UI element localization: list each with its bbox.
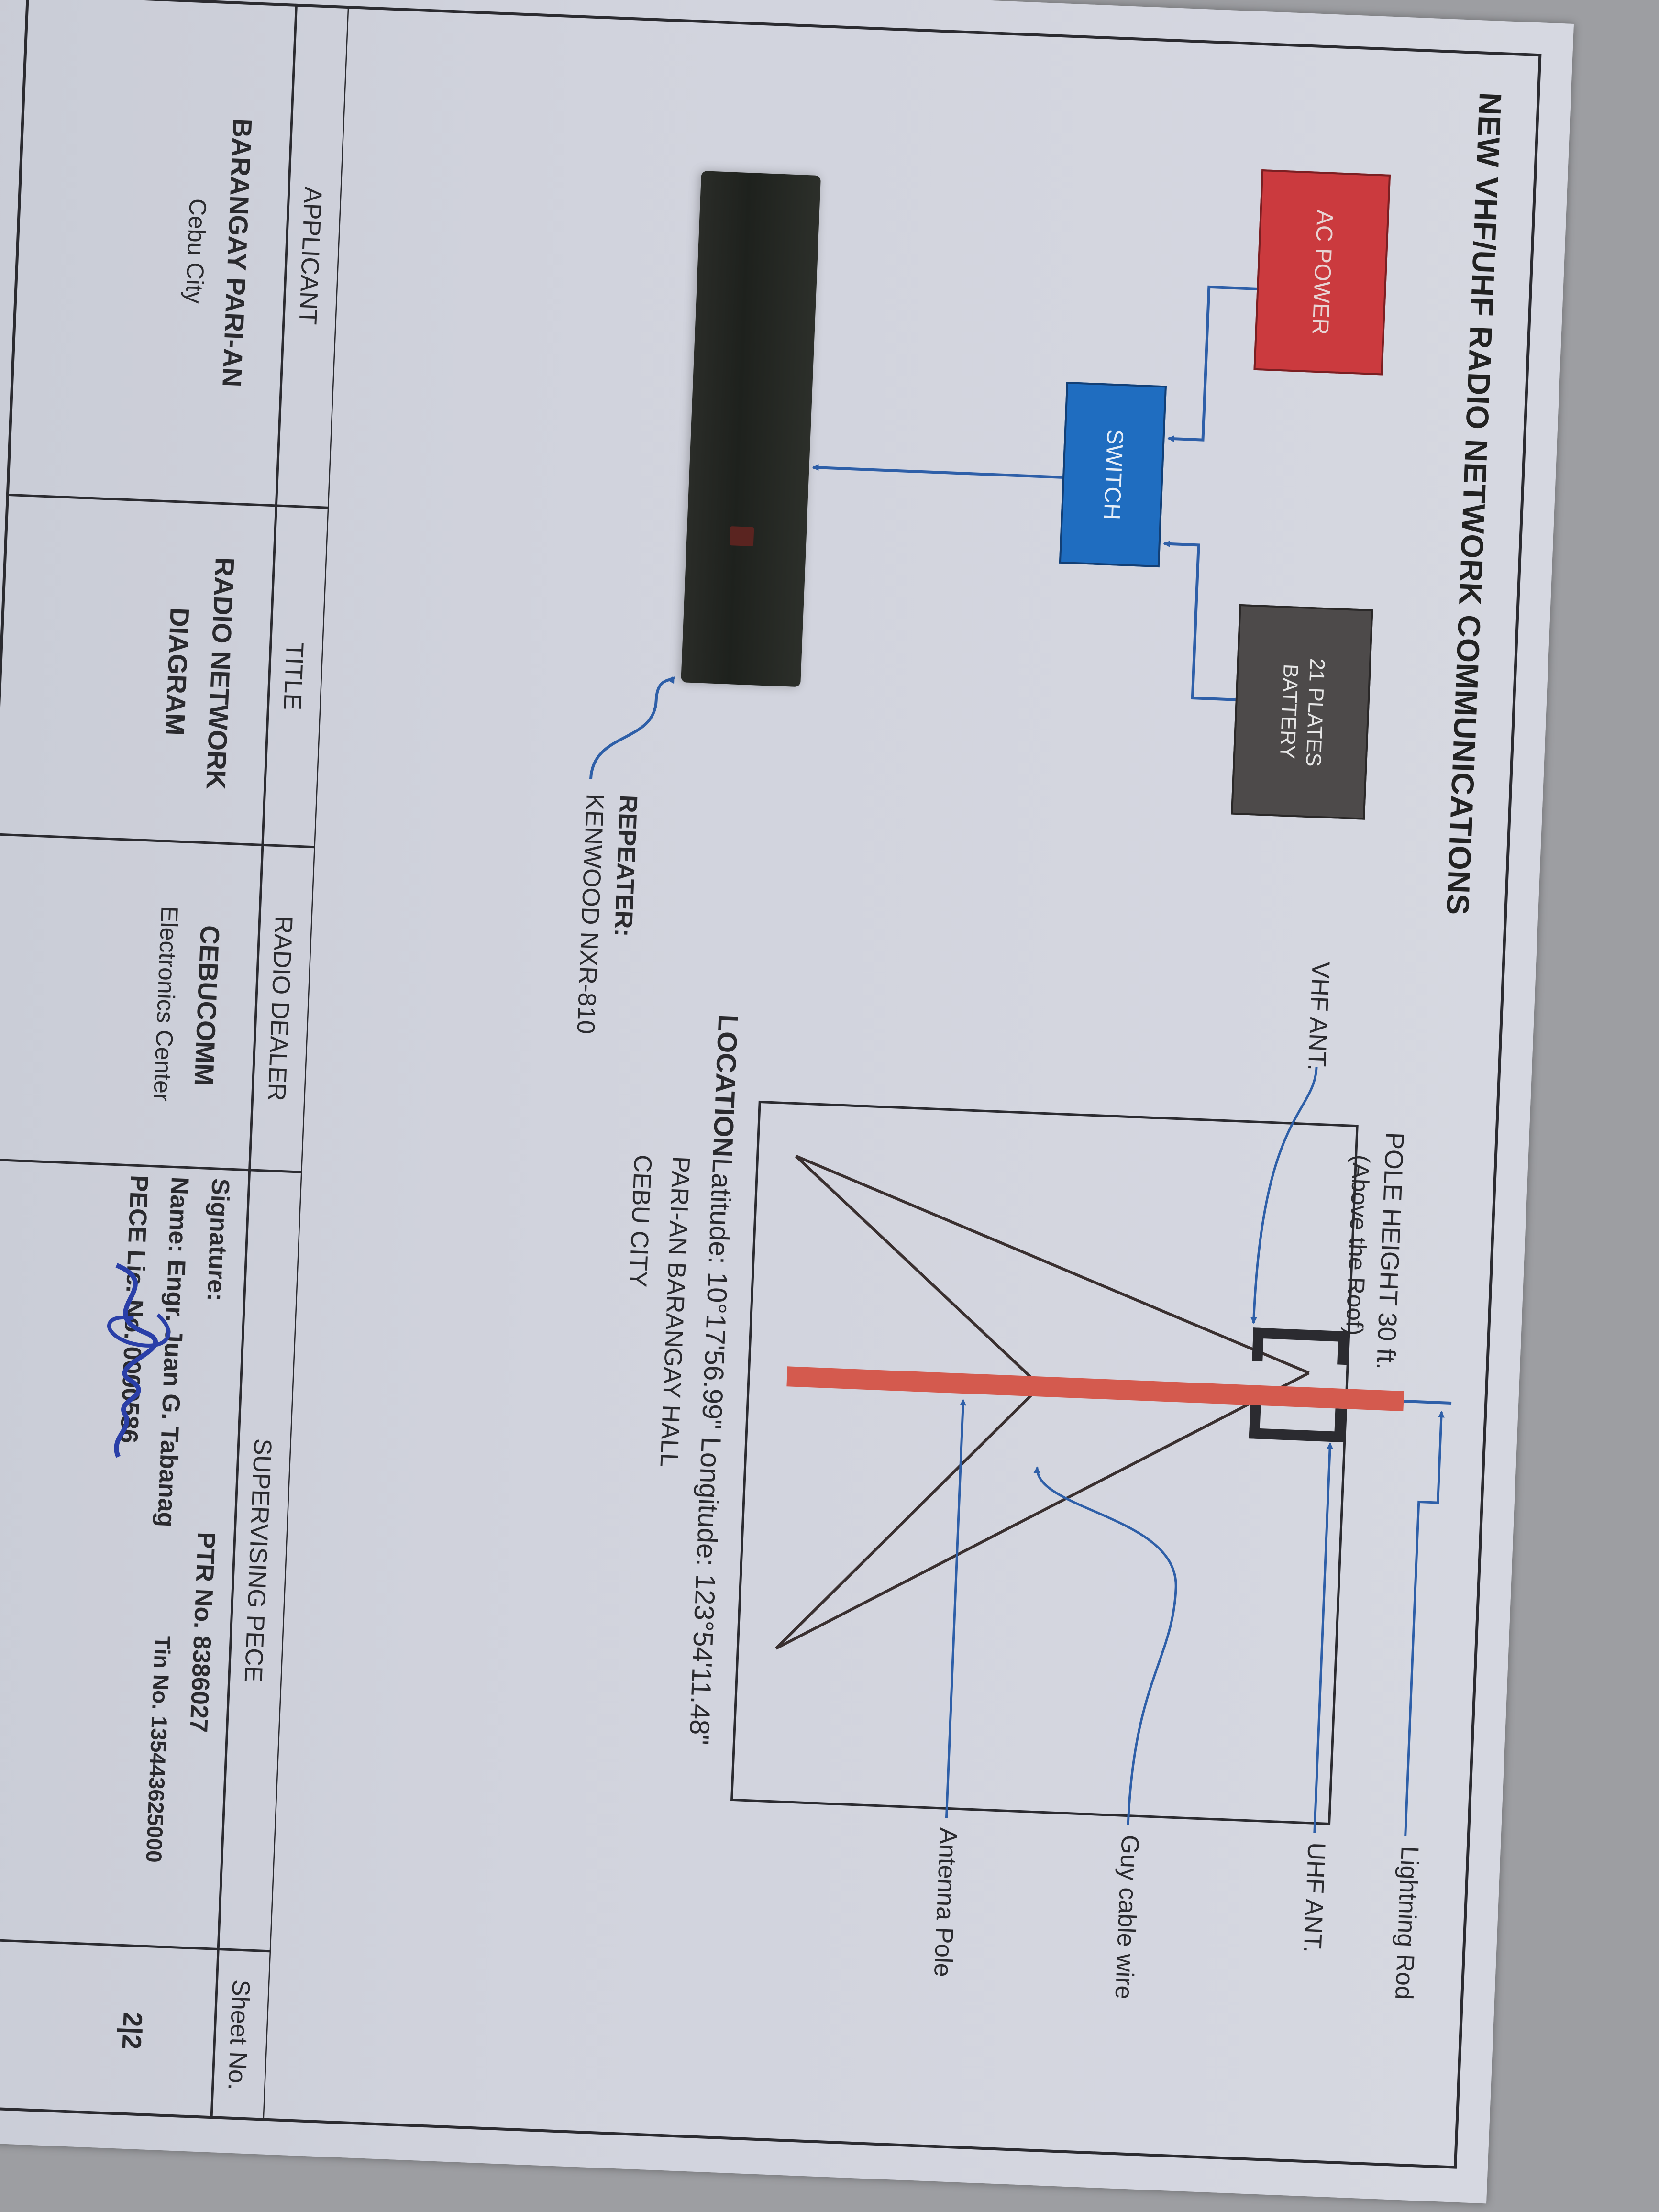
location-label: LOCATION — [707, 1014, 744, 1158]
signature-scribble — [66, 1254, 188, 1469]
pece-license: PECE Lic. No. 0000586 — [114, 1174, 153, 1444]
ptr-number: PTR No. 8386027 — [184, 1531, 221, 1733]
pole-height-note: (Above the Roof) — [1340, 1154, 1375, 1336]
lightning-rod-label: Lightning Rod — [1389, 1846, 1424, 2001]
dealer-sub: Electronics Center — [148, 906, 183, 1102]
uhf-ant-callout — [1315, 1443, 1330, 1833]
guy-cable-callout — [1023, 1467, 1180, 1826]
title-header: TITLE — [278, 641, 309, 711]
antenna-pole — [786, 1366, 1404, 1411]
vhf-ant-callout — [1253, 1065, 1316, 1325]
applicant-city: Cebu City — [180, 198, 212, 304]
location-city: CEBU CITY — [623, 1154, 657, 1288]
location-coordinates: Latitude: 10°17'56.99" Longitude: 123°54'11.48" — [683, 1157, 738, 1746]
antenna-pole-callout — [946, 1400, 963, 1818]
ac-power-label: AC POWER — [1307, 209, 1338, 335]
location-place: PARI-AN BARANGAY HALL — [654, 1155, 695, 1468]
uhf-ant-label: UHF ANT. — [1298, 1842, 1330, 1954]
antenna-pole-label: Antenna Pole — [929, 1827, 962, 1978]
pece-header: SUPERVISING PECE — [239, 1438, 277, 1683]
tin-number: Tin No. 135443625000 — [141, 1635, 176, 1863]
applicant-name: BARANGAY PARI-AN — [217, 118, 258, 388]
battery-label-line2: BATTERY — [1275, 663, 1303, 760]
title-line2: DIAGRAM — [159, 607, 195, 736]
signature-label: Signature: — [201, 1178, 234, 1302]
title-line1: RADIO NETWORK — [200, 556, 240, 790]
repeater-model: KENWOOD NXR-810 — [571, 793, 609, 1035]
dealer-header: RADIO DEALER — [262, 915, 298, 1102]
guy-cable-label: Guy cable wire — [1109, 1834, 1144, 2000]
switch-label: SWITCH — [1098, 429, 1128, 520]
antenna-elements — [1249, 1327, 1349, 1442]
applicant-header: APPLICANT — [293, 186, 327, 325]
lightning-rod-callout — [1405, 1411, 1442, 1837]
antenna-frame — [732, 1102, 1358, 1824]
pece-cell — [0, 1159, 302, 1951]
sheet-number: 2|2 — [116, 2011, 148, 2050]
battery-label-line1: 21 PLATES — [1301, 658, 1329, 767]
pole-height-title: POLE HEIGHT 30 ft. — [1371, 1131, 1409, 1371]
sheet-header: Sheet No. — [222, 1979, 255, 2091]
dealer-name: CEBUCOMM — [188, 924, 226, 1087]
lightning-rod — [1404, 1401, 1451, 1403]
repeater-label: REPEATER: — [608, 794, 642, 938]
engineer-name: Name: Engr. Juan G. Tabanag — [152, 1176, 194, 1528]
guy-wires — [776, 1156, 1316, 1670]
vhf-ant-label: VHF ANT. — [1302, 961, 1335, 1072]
document-title: NEW VHF/UHF RADIO NETWORK COMMUNICATIONS — [1440, 91, 1509, 916]
